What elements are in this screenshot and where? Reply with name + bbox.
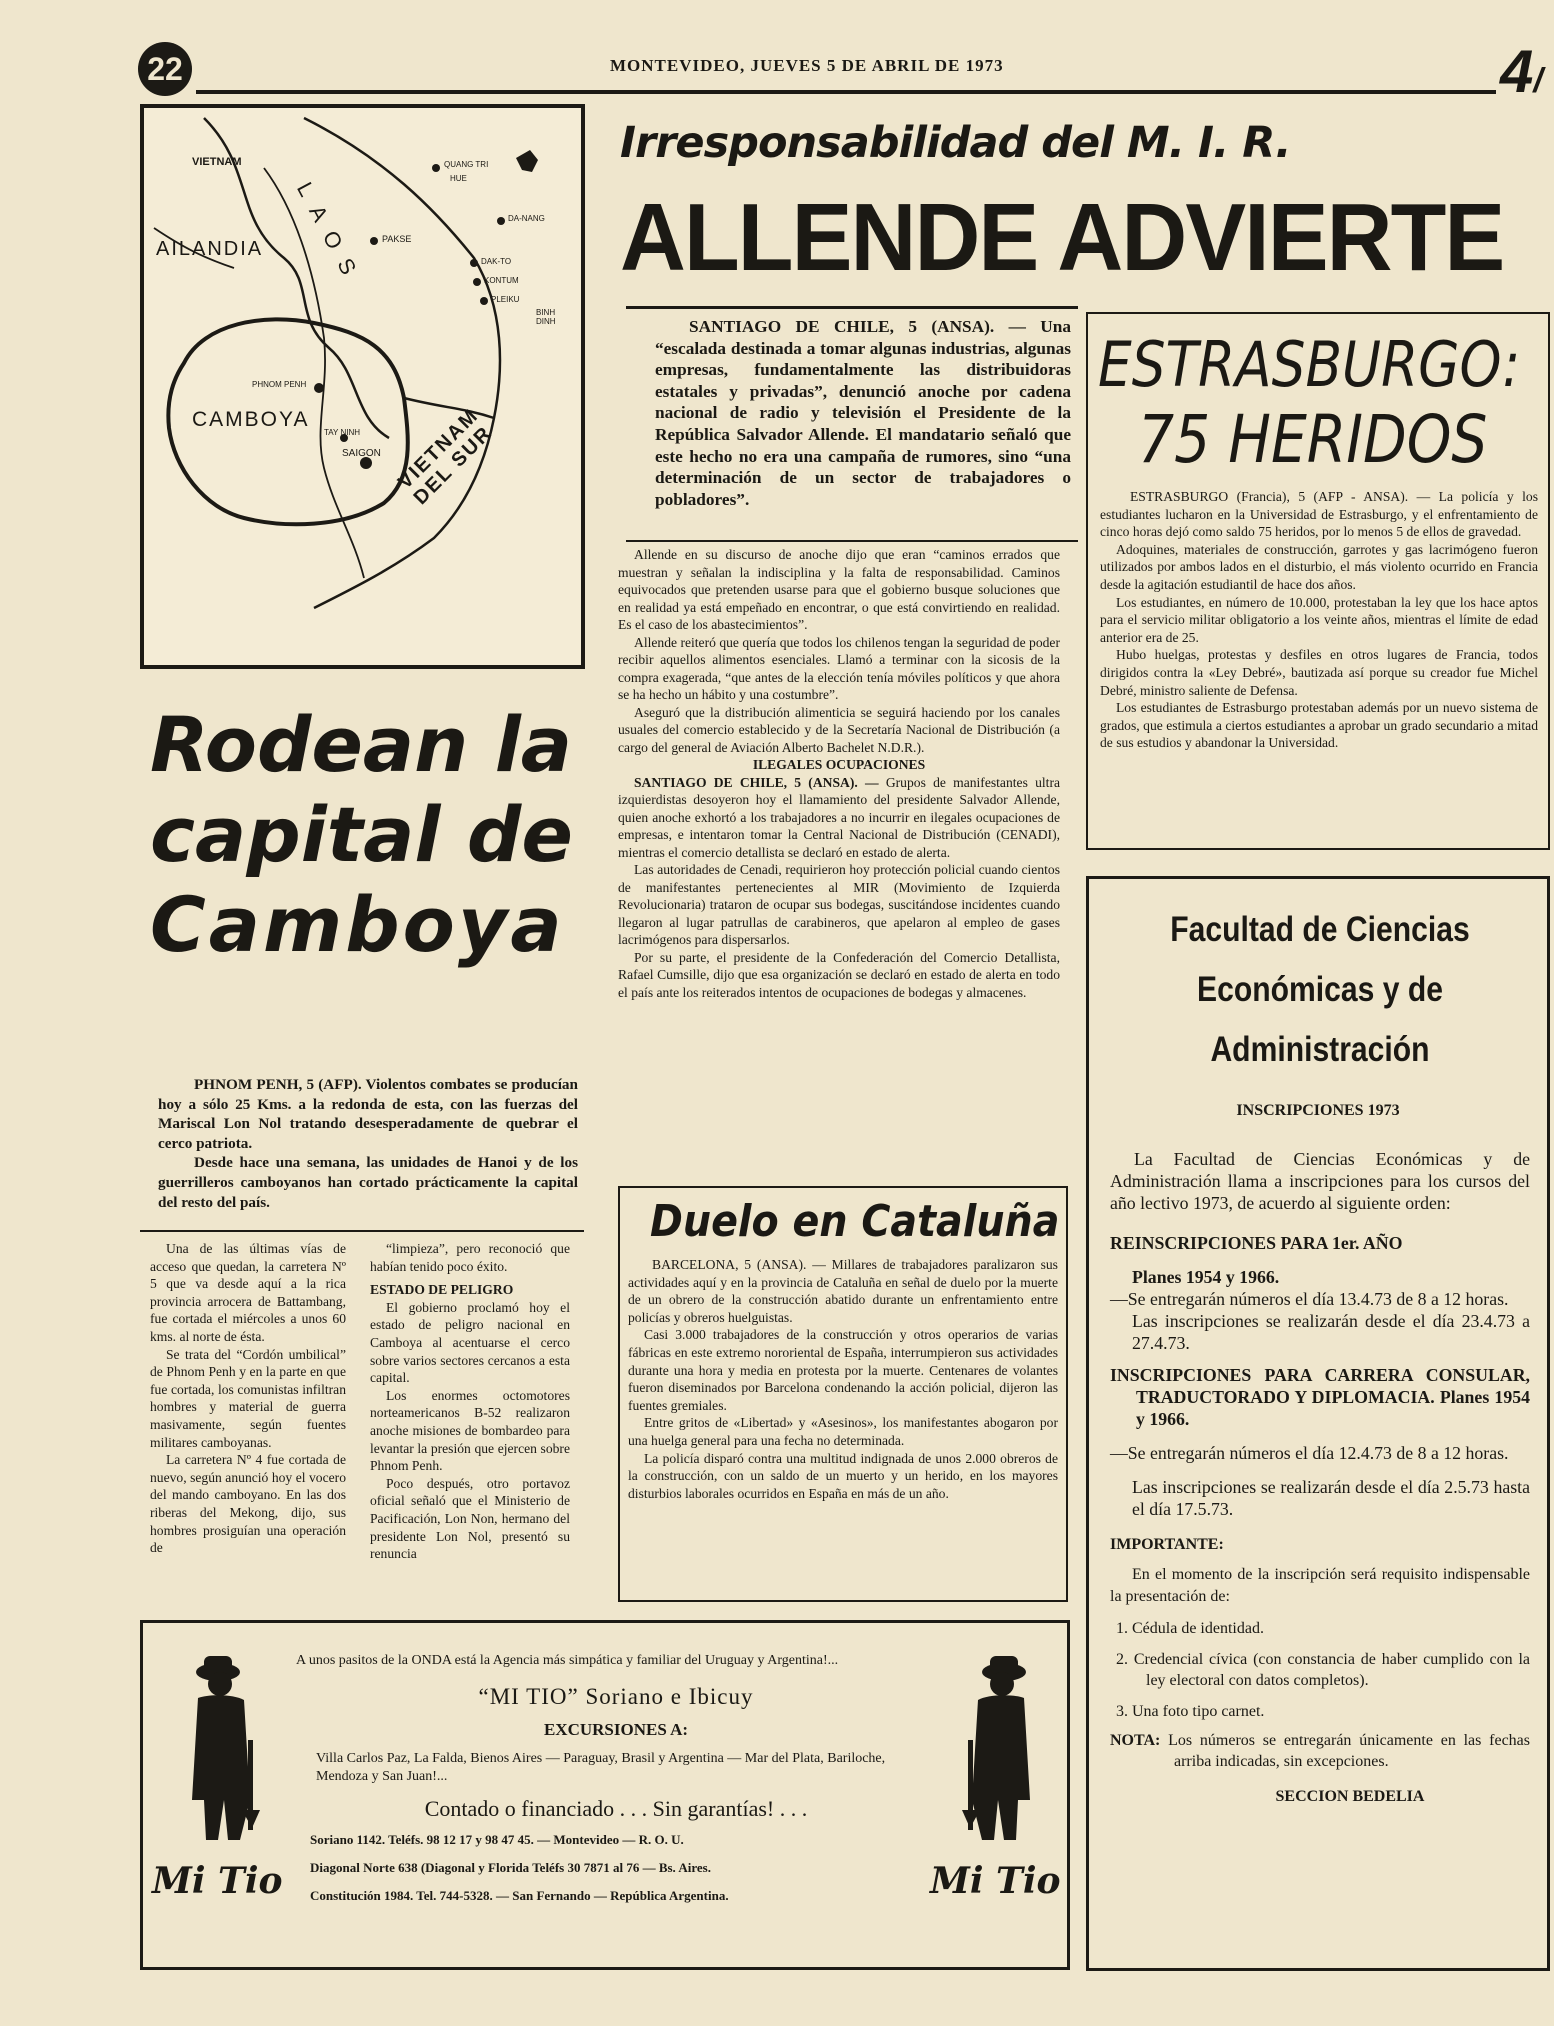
- map-label-hue: HUE: [450, 174, 467, 183]
- logo-right: Mi Tio: [930, 1860, 1061, 1902]
- map-label-phnom-penh: PHNOM PENH: [252, 380, 307, 389]
- city-dot-kontum: [473, 278, 481, 286]
- nota: NOTA: Los números se entregarán únicamente en las fechas arriba indicadas, sin excepciones.: [1110, 1732, 1530, 1770]
- allende-p5: Las autoridades de Cenadi, requirieron hoy protección policial cuando cientos de manifestantes pertenecientes al MIR (Movimiento de Izquierda Revolucionaria) trataron de ocupar sus bodegas, suscitándose incidentes cuando llegaron al lugar patrullas de carabineros, que apelaron al empleo de gases lacrimógenos para dispersarlos.: [618, 862, 1060, 947]
- re-inscripciones: Las inscripciones se realizarán desde el día 23.4.73 a 27.4.73.: [1132, 1311, 1530, 1353]
- ad-address-1: Soriano 1142. Teléfs. 98 12 17 y 98 47 45. — Montevideo — R. O. U.: [310, 1832, 684, 1847]
- camboya-lead-2: Desde hace una semana, las unidades de Hanoi y de los guerrilleros camboyanos han cortado prácticamente la capital del resto del país.: [158, 1154, 578, 1211]
- carrera-inscripciones: Las inscripciones se realizarán desde el día 2.5.73 hasta el día 17.5.73.: [1132, 1477, 1530, 1519]
- page-number-badge: [138, 42, 192, 96]
- map-label-vietnam: VIETNAM: [192, 156, 242, 168]
- camboya-lead-rule: [140, 1230, 584, 1232]
- allende-lead: SANTIAGO DE CHILE, 5 (ANSA). — Una “escalada destinada a tomar algunas industrias, algunas empresas, fundamentalmente las distribuidoras estatales y privadas”, denunció anoche por cadena nacional de radio y televisión el Presidente de la República Salvador Allende. El mandatario señaló que este hecho no era una campaña de rumores, sino “una determinación de un sector de trabajadores o pobladores”.: [655, 317, 1071, 509]
- allende-p3: Aseguró que la distribución alimenticia se seguirá haciendo por los canales usuales del comercio establecido y de la Secretaría Nacional de Distribución (a cargo del general de Aviación Alberto Bachelet N.D.R.).: [618, 704, 1060, 755]
- allende-headline: ALLENDE ADVIERTE: [620, 184, 1504, 291]
- re-title: REINSCRIPCIONES PARA 1er. AÑO: [1110, 1233, 1403, 1253]
- camboya-col-1: Una de las últimas vías de acceso que quedan, la carretera Nº 5 que va desde aquí a la rica provincia arrocera de Battambang, fue cortada el miércoles a unos 60 kms. al norte de ésta. Se trata del “Cordón umbilical” de Phnom Penh y en la parte en que fue cortada, los comunistas infiltran hombres y material de guerra masivamente, según fuentes militares camboyanas. La carretera Nº 4 fue cortada de nuevo, según anunció hoy el vocero del mando camboyano. En las dos riberas del Mekong, dijo, sus hombres prosiguían una operación de: [150, 1241, 346, 1556]
- map-label-saigon: SAIGON: [342, 448, 381, 459]
- camboya-headline: Rodean la capital de Camboya: [150, 700, 573, 969]
- vietnam-coast: [304, 118, 500, 608]
- allende-p6: Por su parte, el presidente de la Confederación del Comercio Detallista, Rafael Cumsille, dijo que esa organización se declaró en estado de alerta en todo el país ante los reiterados intentos de ocupaciones de bodegas y almacenes.: [618, 949, 1060, 1000]
- ad-address-3: Constitución 1984. Tel. 744-5328. — San Fernando — República Argentina.: [310, 1888, 729, 1903]
- map-label-tailandia: AILANDIA: [156, 238, 264, 260]
- estrasburgo-p2: Adoquines, materiales de construcción, garrotes y gas lacrimógeno fueron utilizados por ambos lados en el disturbio, el más violento ocurrido en Francia desde la agitación estudiantil de hace dos años.: [1100, 541, 1538, 592]
- importante-label: IMPORTANTE:: [1110, 1536, 1224, 1553]
- facultad-subtitle: INSCRIPCIONES 1973: [1236, 1102, 1400, 1119]
- ad-text: [296, 1652, 936, 1904]
- req-2: 2. Credencial cívica (con constancia de haber cumplido con la ley electoral con datos completos).: [1116, 1651, 1530, 1689]
- city-dot-dak-to: [470, 259, 478, 267]
- allende-headline-rule: [626, 306, 1078, 309]
- req-3: 3. Una foto tipo carnet.: [1116, 1703, 1265, 1720]
- carrera-title: INSCRIPCIONES PARA CARRERA CONSULAR, TRADUCTORADO Y DIPLOMACIA. Planes 1954 y 1966.: [1110, 1365, 1530, 1429]
- masthead-dateline: MONTEVIDEO, JUEVES 5 DE ABRIL DE 1973: [610, 56, 1004, 75]
- req-1: 1. Cédula de identidad.: [1116, 1620, 1264, 1637]
- re-numeros: —Se entregarán números el día 13.4.73 de 8 a 12 horas.: [1110, 1289, 1509, 1309]
- ad-contado: Contado o financiado . . . Sin garantías! . . .: [424, 1796, 808, 1821]
- ad-excursiones: EXCURSIONES A:: [543, 1720, 689, 1739]
- city-dot-da-nang: [497, 217, 505, 225]
- city-dot-pakse: [370, 237, 378, 245]
- estrasburgo-headline-2: 75 HERIDOS: [1138, 401, 1488, 478]
- facultad-content: [1110, 1148, 1530, 1808]
- importante-text: En el momento de la inscripción será requisito indispensable la presentación de:: [1110, 1566, 1530, 1605]
- allende-lead-rule: [626, 540, 1078, 542]
- section-mark: 4/: [1500, 38, 1543, 105]
- city-dot-quang-tri: [432, 164, 440, 172]
- logo-left: Mi Tio: [152, 1860, 283, 1902]
- indochina-map: [140, 104, 585, 669]
- ad-address-2: Diagonal Norte 638 (Diagonal y Florida Teléfs 30 7871 al 76 — Bs. Aires.: [310, 1860, 711, 1875]
- map-label-laos: LAOS: [291, 178, 368, 292]
- map-label-binh-dinh: BINH DINH: [536, 308, 556, 326]
- camboya-col-2: “limpieza”, pero reconoció que habían tenido poco éxito. ESTADO DE PELIGRO El gobierno proclamó hoy el estado de peligro nacional en Camboya al acentuarse el cerco sobre varios sectores cercanos a esta capital. Los enormes octomotores norteamericanos B-52 realizaron anoche misiones de bombardeo para levantar la presión que ejercen sobre Phnom Penh. Poco después, otro portavoz oficial señaló que el Ministerio de Pacificación, Lon Non, hermano del presidente Lon Nol, presentó su renuncia: [370, 1241, 570, 1562]
- allende-p2: Allende reiteró que quería que todos los chilenos tengan la seguridad de poder recibir aquellos alimentos esenciales. Llamó a terminar con la sicosis de la compra exagerada, “que antes de la elección tenía móviles políticos y que ahora se ha hecho un hábito y una costumbre”.: [618, 634, 1060, 702]
- page-number: 22: [147, 51, 183, 87]
- estrasburgo-p4: Hubo huelgas, protestas y desfiles en otros lugares de Francia, todos dirigidos contra la «Ley Debré», bautizada así porque su creador fue Michel Debré, ministro saliente de Defensa.: [1100, 647, 1538, 698]
- estrasburgo-headline-1: ESTRASBURGO:: [1098, 328, 1521, 401]
- map-label-pleiku: PLEIKU: [491, 295, 520, 304]
- allende-kicker: Irresponsabilidad del M. I. R.: [620, 118, 1291, 168]
- ad-intro: A unos pasitos de la ONDA está la Agencia más simpática y familiar del Uruguay y Argentina!...: [296, 1653, 839, 1668]
- estrasburgo-body: ESTRASBURGO (Francia), 5 (AFP - ANSA). — La policía y los estudiantes lucharon en la Universidad de Estrasburgo, y el enfrentamiento de cinco horas dejó como saldo 75 heridos, por lo menos 5 de ellos de gravedad. Adoquines, materiales de construcción, garrotes y gas lacrimógeno fueron utilizados por ambos lados en el disturbio, el más violento ocurrido en Francia desde la agitación estudiantil de hace dos años. Los estudiantes, en número de 10.000, protestaban la ley que los hace aptos para el servicio militar obligatorio a los veinte años, mientras el límite de edad anterior era de 25. Hubo huelgas, protestas y desfiles en otros lugares de Francia, todos dirigidos contra la «Ley Debré», bautizada así porque su creador fue Michel Debré, ministro saliente de Defensa. Los estudiantes de Estrasburgo protestaban además por un nuevo sistema de grados, que estimula a ciertos estudiantes a aprobar un grado secundario a mitad de sus estudios y abandonar la Universidad.: [1100, 489, 1538, 751]
- estrasburgo-p3: Los estudiantes, en número de 10.000, protestaban la ley que los hace aptos para el servicio militar obligatorio a los veinte años, mientras el límite de edad anterior era de 25.: [1100, 594, 1538, 645]
- man-figure-left: [178, 1650, 288, 1850]
- map-label-kontum: KONTUM: [484, 276, 519, 285]
- map-label-vietnam-sur: VIETNAM DEL SUR: [394, 404, 497, 510]
- city-dot-phnom-penh: [314, 383, 324, 393]
- camboya-subhead: ESTADO DE PELIGRO: [370, 1282, 514, 1298]
- camboya-lead: PHNOM PENH, 5 (AFP). Violentos combates se producían hoy a sólo 25 Kms. a la redonda de esta, con las fuerzas del Mariscal Lon Nol tratando desesperadamente de quebrar el cerco patriota. Desde hace una semana, las unidades de Hanoi y de los guerrilleros camboyanos han cortado prácticamente la capital del resto del país.: [158, 1076, 578, 1211]
- masthead-rule: [196, 90, 1496, 94]
- facultad-intro: La Facultad de Ciencias Económicas y de Administración llama a inscripciones para los cursos del año lectivo 1973, de acuerdo al siguiente orden:: [1110, 1149, 1530, 1213]
- allende-p1: Allende en su discurso de anoche dijo que eran “caminos errados que muestran y señalan la indisciplina y la falta de responsabilidad. Caminos equivocados que pretenden usarse para que el gobierno busque soluciones que en realidad ya está empeñado en encontrar, o que está convirtiendo en realidad. Es el caso de los abastecimientos”.: [618, 547, 1060, 632]
- estrasburgo-p5: Los estudiantes de Estrasburgo protestaban además por un nuevo sistema de grados, que estimula a ciertos estudiantes a aprobar un grado secundario a mitad de sus estudios y abandonar la Universidad.: [1100, 700, 1538, 751]
- map-label-da-nang: DA-NANG: [508, 214, 545, 223]
- allende-subhead: ILEGALES OCUPACIONES: [752, 757, 926, 772]
- carrera-numeros: —Se entregarán números el día 12.4.73 de 8 a 12 horas.: [1110, 1443, 1509, 1463]
- man-figure-right: [948, 1650, 1058, 1850]
- map-label-camboya: CAMBOYA: [192, 408, 310, 431]
- cataluna-body: BARCELONA, 5 (ANSA). — Millares de trabajadores paralizaron sus actividades aquí y en la provincia de Cataluña en señal de duelo por la muerte de un obrero de la construcción abatido durante un enfrentamiento entre policías y obreros huelguistas. Casi 3.000 trabajadores de la construcción y otros operarios de varias fábricas en este extremo nororiental de España, interrumpieron sus actividades durante una hora y media en protesta por la muerte. Centenares de volantes fueron diseminados por Barcelona condenando la acción policial, dijeron las fuentes gremiales. Entre gritos de «Libertad» y «Asesinos», los manifestantes abogaron por una huelga general para una fecha no determinada. La policía disparó contra una multitud indignada de unos 2.000 obreros de la construcción, con un saldo de un muerto y un herido, en los mayores disturbios laborales ocurridos en España en más de un año.: [628, 1257, 1058, 1501]
- ad-name: “MI TIO” Soriano e Ibicuy: [478, 1684, 754, 1709]
- map-label-pakse: PAKSE: [382, 234, 412, 244]
- cataluna-headline: Duelo en Cataluña: [650, 1196, 1060, 1247]
- paracel-blot: [516, 150, 538, 172]
- re-planes: Planes 1954 y 1966.: [1132, 1267, 1280, 1287]
- ad-destinos: Villa Carlos Paz, La Falda, Bienos Aires — Paraguay, Brasil y Argentina — Mar del Plata, Bariloche, Mendoza y San Juan!...: [316, 1751, 886, 1784]
- facultad-title: Facultad de Ciencias Económicas y de Administración: [1170, 910, 1470, 1069]
- map-label-quang-tri: QUANG TRI: [444, 160, 489, 169]
- city-dot-pleiku: [480, 297, 488, 305]
- facultad-signature: SECCION BEDELIA: [1275, 1788, 1425, 1805]
- map-label-dak-to: DAK-TO: [481, 257, 512, 266]
- requirements-list: [1110, 1618, 1530, 1722]
- allende-body: Allende en su discurso de anoche dijo que eran “caminos errados que muestran y señalan la indisciplina y la falta de responsabilidad. Caminos equivocados que pretenden usarse para que el gobierno busque soluciones que en realidad ya está empeñado en encontrar, o que está convirtiendo en realidad. Es el caso de los abastecimientos”. Allende reiteró que quería que todos los chilenos tengan la seguridad de poder recibir aquellos alimentos esenciales. Llamó a terminar con la sicosis de la compra exagerada, “que antes de la elección tenía móviles políticos y que ahora se ha hecho un hábito y una costumbre”. Aseguró que la distribución alimenticia se seguirá haciendo por los canales usuales del comercio establecido y de la Secretaría Nacional de Distribución (a cargo del general de Aviación Alberto Bachelet N.D.R.). ILEGALES OCUPACIONES SANTIAGO DE CHILE, 5 (ANSA). — Grupos de manifestantes ultra izquierdistas desoyeron hoy el llamamiento del presidente Salvador Allende, quien anoche exhortó a los trabajadores a no incurrir en ilegales ocupaciones de empresas, e intentaron tomar la Central Nacional de Distribución (CENADI), mientras el comercio detallista se declaró en estado de alerta. Las autoridades de Cenadi, requirieron hoy protección policial cuando cientos de manifestantes pertenecientes al MIR (Movimiento de Izquierda Revolucionaria) trataron de ocupar sus bodegas, suscitándose incidentes cuando llegaron al lugar patrullas de carabineros, que apelaron al empleo de gases lacrimógenos para dispersarlos. Por su parte, el presidente de la Confederación del Comercio Detallista, Rafael Cumsille, dijo que esa organización se declaró en estado de alerta en todo el país ante los reiterados intentos de ocupaciones de bodegas y almacenes.: [618, 547, 1061, 1000]
- map-label-tay-ninh: TAY NINH: [324, 428, 361, 437]
